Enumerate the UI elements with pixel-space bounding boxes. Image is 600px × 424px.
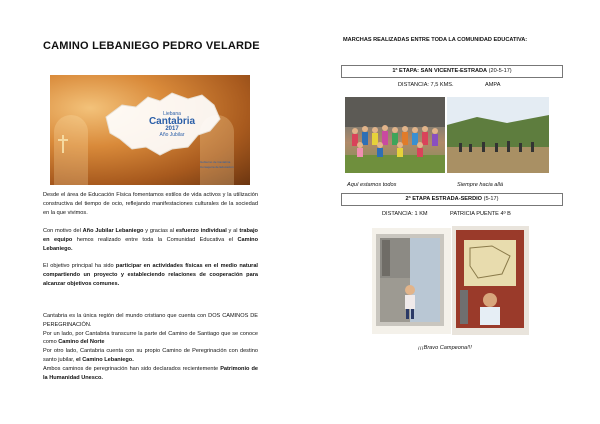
student-left-illustration — [372, 228, 451, 334]
p2-text-a: Con motivo del — [43, 228, 83, 234]
p2-bold-f: trabajo en equipo — [43, 228, 258, 243]
hero-image — [50, 75, 250, 185]
p4-line-3 — [43, 347, 258, 365]
p2-text-c: y gracias al — [143, 228, 176, 234]
legend-line-1: Gobierno de Cantabria — [200, 160, 231, 164]
p4-line-1: Cantabria es la única región del mundo cristiano que cuenta con DOS CAMINOS DE PEREGRINACIÓN. — [43, 313, 258, 328]
stage-1-box — [341, 65, 563, 78]
p2-text-g: hemos realizado entre toda la Comunidad Educativa el — [72, 236, 238, 243]
stage-1-group: AMPA — [485, 82, 501, 88]
brand-line-3: 2017 — [165, 126, 179, 132]
p4-line-2 — [43, 330, 258, 348]
jubilee-logo — [142, 111, 202, 138]
group-photo — [345, 97, 445, 173]
stage-2-box — [341, 193, 563, 206]
stage-2-distance: DISTANCIA: 1 KM — [382, 211, 428, 217]
student-photo-right — [452, 226, 529, 335]
caption-hiking: Siempre hacia allá — [457, 182, 504, 188]
stage-2-date: (5-17) — [482, 196, 499, 202]
student-photo-left — [372, 228, 451, 334]
p4-l4-bold: Patrimonio de la Humanidad Unesco. — [43, 365, 258, 381]
hiking-photo — [447, 97, 549, 173]
caption-group: Aquí estamos todos — [347, 182, 397, 188]
p4-l2-bold: Camino del Norte — [58, 339, 105, 346]
stage-2-title: 2ª ETAPA ESTRADA-SERDIO — [405, 196, 483, 202]
stage-1-distance: DISTANCIA: 7,5 KMS. — [398, 82, 454, 88]
p2-bold-h: Camino Lebaniego. — [43, 236, 258, 252]
p4-l2-text: Por un lado, por Cantabria transcurre la parte del Camino de Santiago que se conoce como — [43, 330, 258, 346]
brand-line-1: Liebana — [163, 111, 181, 117]
p4-l3-bold: el Camino Lebaniego. — [75, 356, 134, 363]
brand-line-4: Año Jubilar — [159, 132, 185, 138]
p4-l4-text: Ambos caminos de peregrinación han sido declarados recientemente — [43, 365, 221, 372]
p3-text-a: El objetivo principal ha sido — [43, 263, 116, 269]
p2-bold-d: esfuerzo individual — [175, 228, 227, 234]
hero-legend — [200, 160, 234, 170]
marches-heading: MARCHAS REALIZADAS ENTRE TODA LA COMUNIDAD EDUCATIVA: — [343, 37, 528, 43]
cross-icon — [58, 135, 68, 153]
group-people-illustration — [345, 97, 445, 173]
p2-bold-b: Año Jubilar Lebaniego — [82, 228, 144, 234]
paragraph-caminos — [43, 312, 258, 382]
legend-line-2: Consejería de Educación — [200, 165, 234, 169]
p4-line-4 — [43, 365, 258, 383]
p4-l3-text: Por otro lado, Cantabria cuenta con su propio Camino de Peregrinación con destino santo jubilar, — [43, 348, 258, 363]
brand-line-2: Cantabria — [148, 116, 196, 127]
caption-champion: ¡¡¡Bravo Campeona!!! — [418, 345, 472, 351]
stage-2-group: PATRICIA PUENTE 4º B — [450, 211, 511, 217]
stage-1-date: (20-5-17) — [487, 68, 512, 74]
p3-bold-b: participar en actividades físicas en el medio natural compartiendo un proyecto y estableciendo relaciones de cooperación para alcanzar objetivos comunes. — [43, 263, 258, 287]
stage-1-title: 1ª ETAPA: SAN VICENTE-ESTRADA — [392, 68, 488, 74]
p2-text-e: y al — [226, 228, 240, 234]
student-right-illustration — [452, 226, 529, 335]
paragraph-objective — [43, 262, 258, 288]
paragraph-jubilee — [43, 227, 258, 253]
page-title: CAMINO LEBANIEGO PEDRO VELARDE — [43, 40, 260, 52]
paragraph-intro: Desde el área de Educación Física fomentamos estilos de vida activos y la utilización constructiva del tiempo de ocio, reflejando manifestaciones culturales de la sociedad en la que vivimos. — [43, 192, 258, 216]
hiking-illustration — [447, 97, 549, 173]
